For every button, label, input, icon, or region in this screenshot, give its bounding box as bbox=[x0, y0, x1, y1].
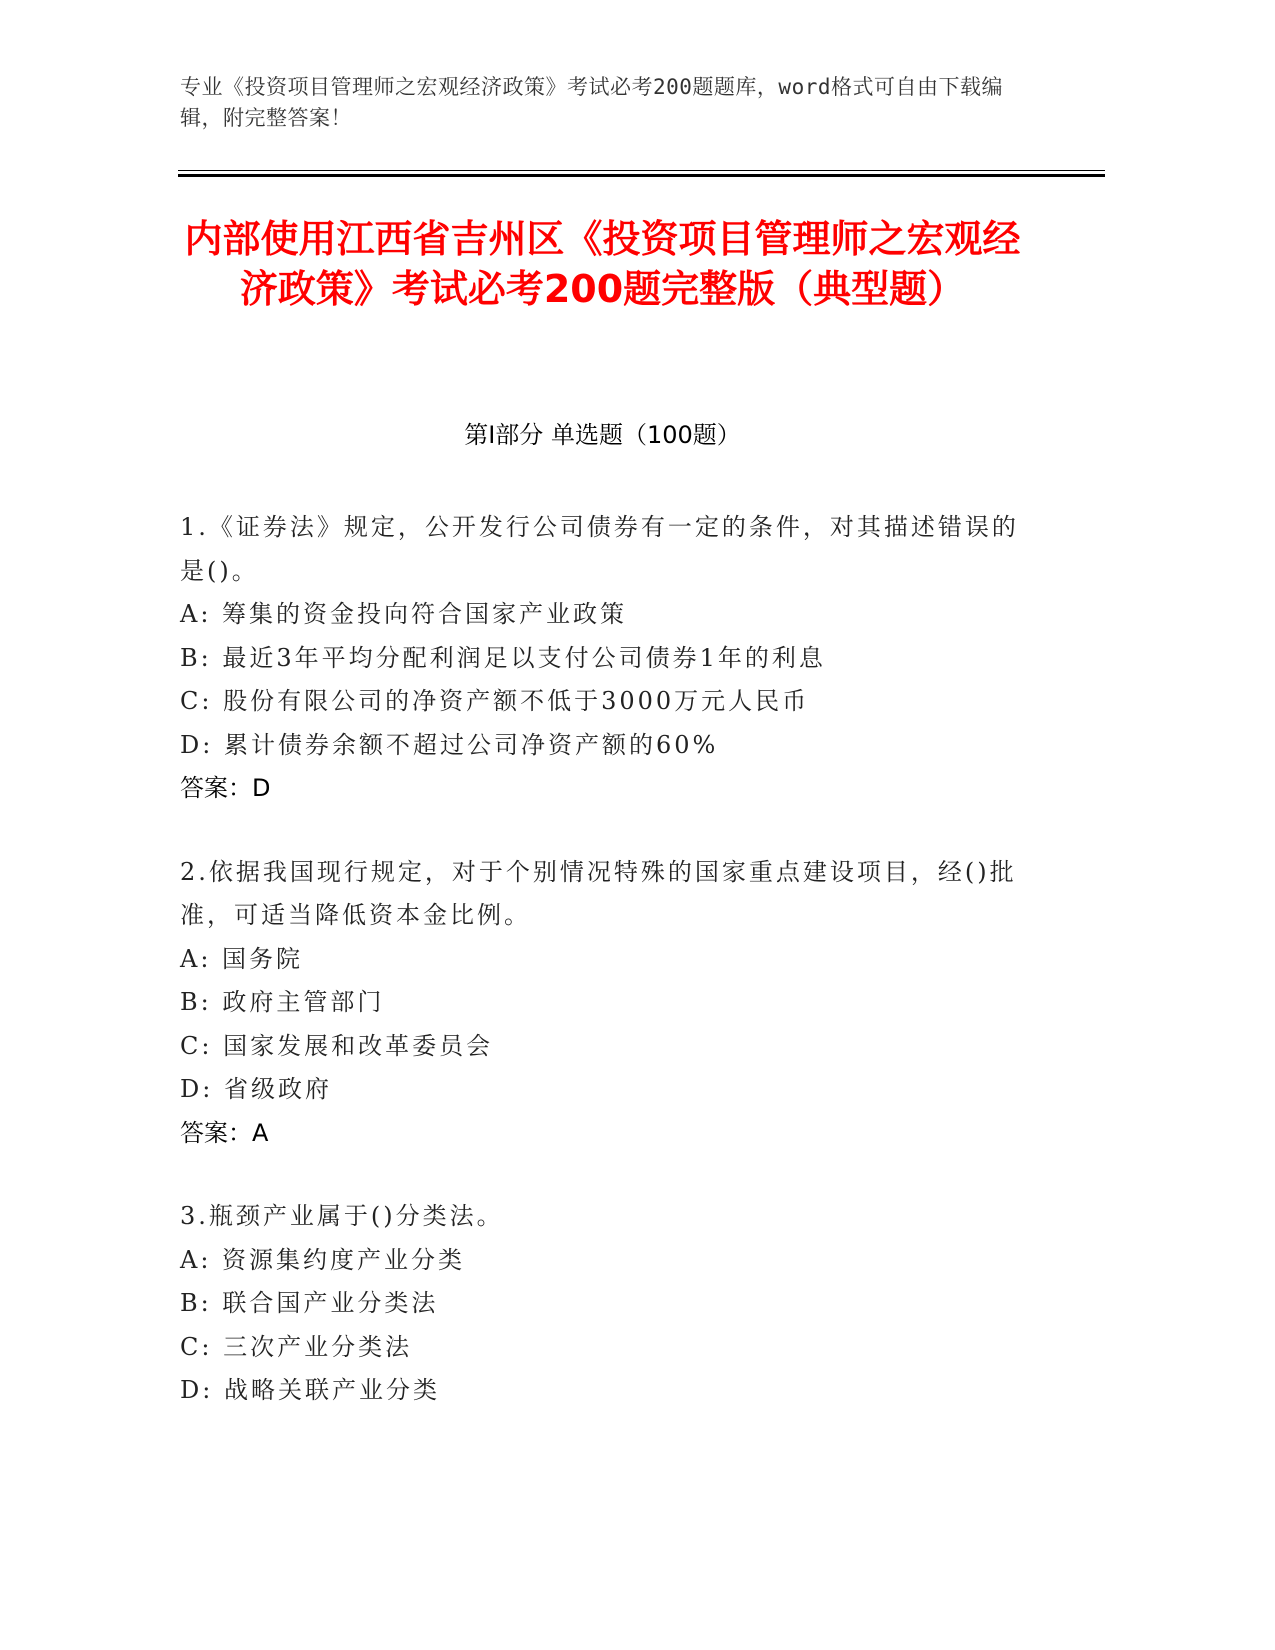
option-a: A: 筹集的资金投向符合国家产业政策 bbox=[180, 600, 628, 628]
question-1 bbox=[180, 506, 1025, 811]
option-d: D: 累计债券余额不超过公司净资产额的60% bbox=[180, 730, 719, 759]
header-divider-thick bbox=[178, 174, 1105, 177]
question-2 bbox=[180, 851, 1025, 1156]
option-c: C: 三次产业分类法 bbox=[180, 1332, 413, 1361]
option-c: C: 股份有限公司的净资产额不低于3000万元人民币 bbox=[180, 687, 810, 715]
option-d: D: 战略关联产业分类 bbox=[180, 1376, 440, 1404]
question-stem: 1.《证券法》规定，公开发行公司债券有一定的条件，对其描述错误的是()。 bbox=[180, 513, 1019, 585]
section-title: 第I部分 单选题（100题） bbox=[464, 421, 741, 449]
header-note: 专业《投资项目管理师之宏观经济政策》考试必考200题题库，word格式可自由下载编辑，附完整答案！ bbox=[180, 75, 1003, 130]
answer: 答案：D bbox=[180, 774, 271, 802]
header-divider-thin bbox=[178, 170, 1105, 171]
answer: 答案：A bbox=[180, 1118, 269, 1147]
option-a: A: 资源集约度产业分类 bbox=[180, 1245, 466, 1274]
question-list bbox=[180, 506, 1025, 1453]
option-b: B: 最近3年平均分配利润足以支付公司债券1年的利息 bbox=[180, 643, 826, 672]
option-c: C: 国家发展和改革委员会 bbox=[180, 1031, 494, 1060]
option-b: B: 政府主管部门 bbox=[180, 988, 385, 1016]
option-d: D: 省级政府 bbox=[180, 1075, 332, 1103]
option-b: B: 联合国产业分类法 bbox=[180, 1289, 439, 1317]
question-3 bbox=[180, 1195, 1025, 1413]
question-stem: 3.瓶颈产业属于()分类法。 bbox=[180, 1202, 504, 1230]
question-stem: 2.依据我国现行规定，对于个别情况特殊的国家重点建设项目，经()批准，可适当降低资本金比例。 bbox=[180, 857, 1017, 929]
document-title: 内部使用江西省吉州区《投资项目管理师之宏观经济政策》考试必考200题完整版（典型题） bbox=[184, 217, 1021, 311]
option-a: A: 国务院 bbox=[180, 944, 304, 973]
